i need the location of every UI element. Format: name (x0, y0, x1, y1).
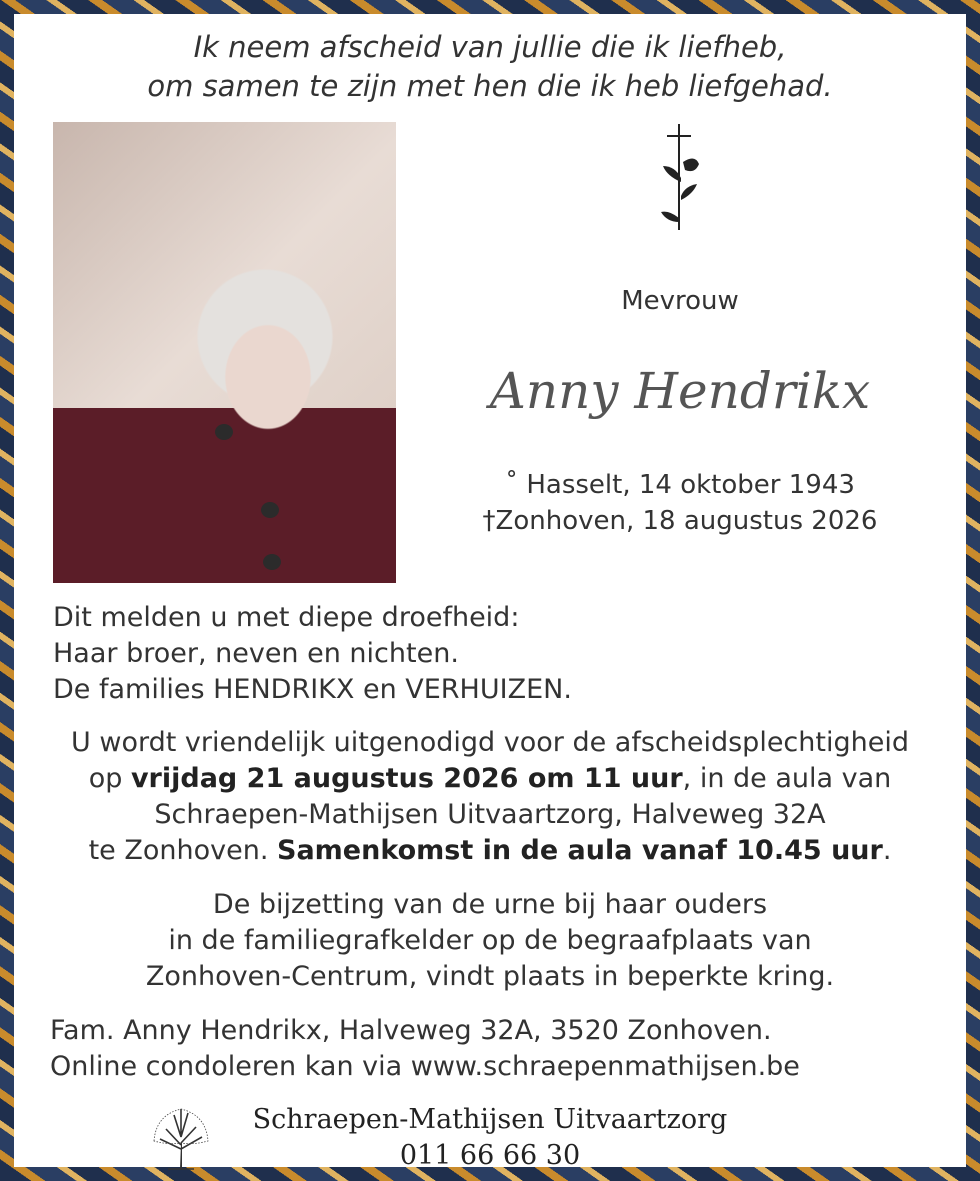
funeral-home-name: Schraepen-Mathijsen Uitvaartzorg (252, 1104, 728, 1135)
ceremony-text: te Zonhoven. (88, 835, 277, 866)
title: Mevrouw (621, 286, 739, 316)
ceremony-text: op (88, 763, 131, 794)
funeral-home-phone: 011 66 66 30 (399, 1140, 581, 1171)
deceased-name: Anny Hendrikx (489, 362, 871, 420)
coat-button (261, 502, 279, 518)
death-info: †Zonhoven, 18 augustus 2026 (482, 506, 878, 536)
announcement-line-3: De families HENDRIKX en VERHUIZEN. (53, 674, 572, 705)
ceremony-line-2 (0, 761, 980, 797)
cross-rose-icon (655, 122, 705, 234)
interment-line-2: in de familiegrafkelder op de begraafplaats van (168, 925, 812, 956)
ceremony-line-1: U wordt vriendelijk uitgenodigd voor de afscheidsplechtigheid (71, 727, 909, 758)
ceremony-date: vrijdag 21 augustus 2026 om 11 uur (130, 763, 683, 794)
coat-button (263, 554, 281, 570)
tree-icon (148, 1105, 214, 1171)
contact-line-2: Online condoleren kan via www.schraepenmathijsen.be (50, 1051, 800, 1082)
quote-line-1: Ik neem afscheid van jullie die ik liefheb, (193, 30, 787, 64)
announcement-line-1: Dit melden u met diepe droefheid: (53, 602, 520, 633)
birth-info: ˚ Hasselt, 14 oktober 1943 (505, 470, 855, 500)
quote-line-2: om samen te zijn met hen die ik heb liefgehad. (147, 69, 833, 103)
ceremony-text: . (882, 835, 892, 866)
ceremony-text: , in de aula van (682, 763, 892, 794)
contact-line-1: Fam. Anny Hendrikx, Halveweg 32A, 3520 Zonhoven. (50, 1015, 772, 1046)
gathering-time: Samenkomst in de aula vanaf 10.45 uur (277, 835, 883, 866)
portrait-photo (53, 122, 396, 583)
announcement-line-2: Haar broer, neven en nichten. (53, 638, 459, 669)
ceremony-line-4 (0, 833, 980, 869)
interment-line-1: De bijzetting van de urne bij haar ouders (212, 889, 768, 920)
ceremony-line-3: Schraepen-Mathijsen Uitvaartzorg, Halveweg 32A (154, 799, 826, 830)
coat-button (215, 424, 233, 440)
interment-line-3: Zonhoven-Centrum, vindt plaats in beperkte kring. (145, 961, 835, 992)
